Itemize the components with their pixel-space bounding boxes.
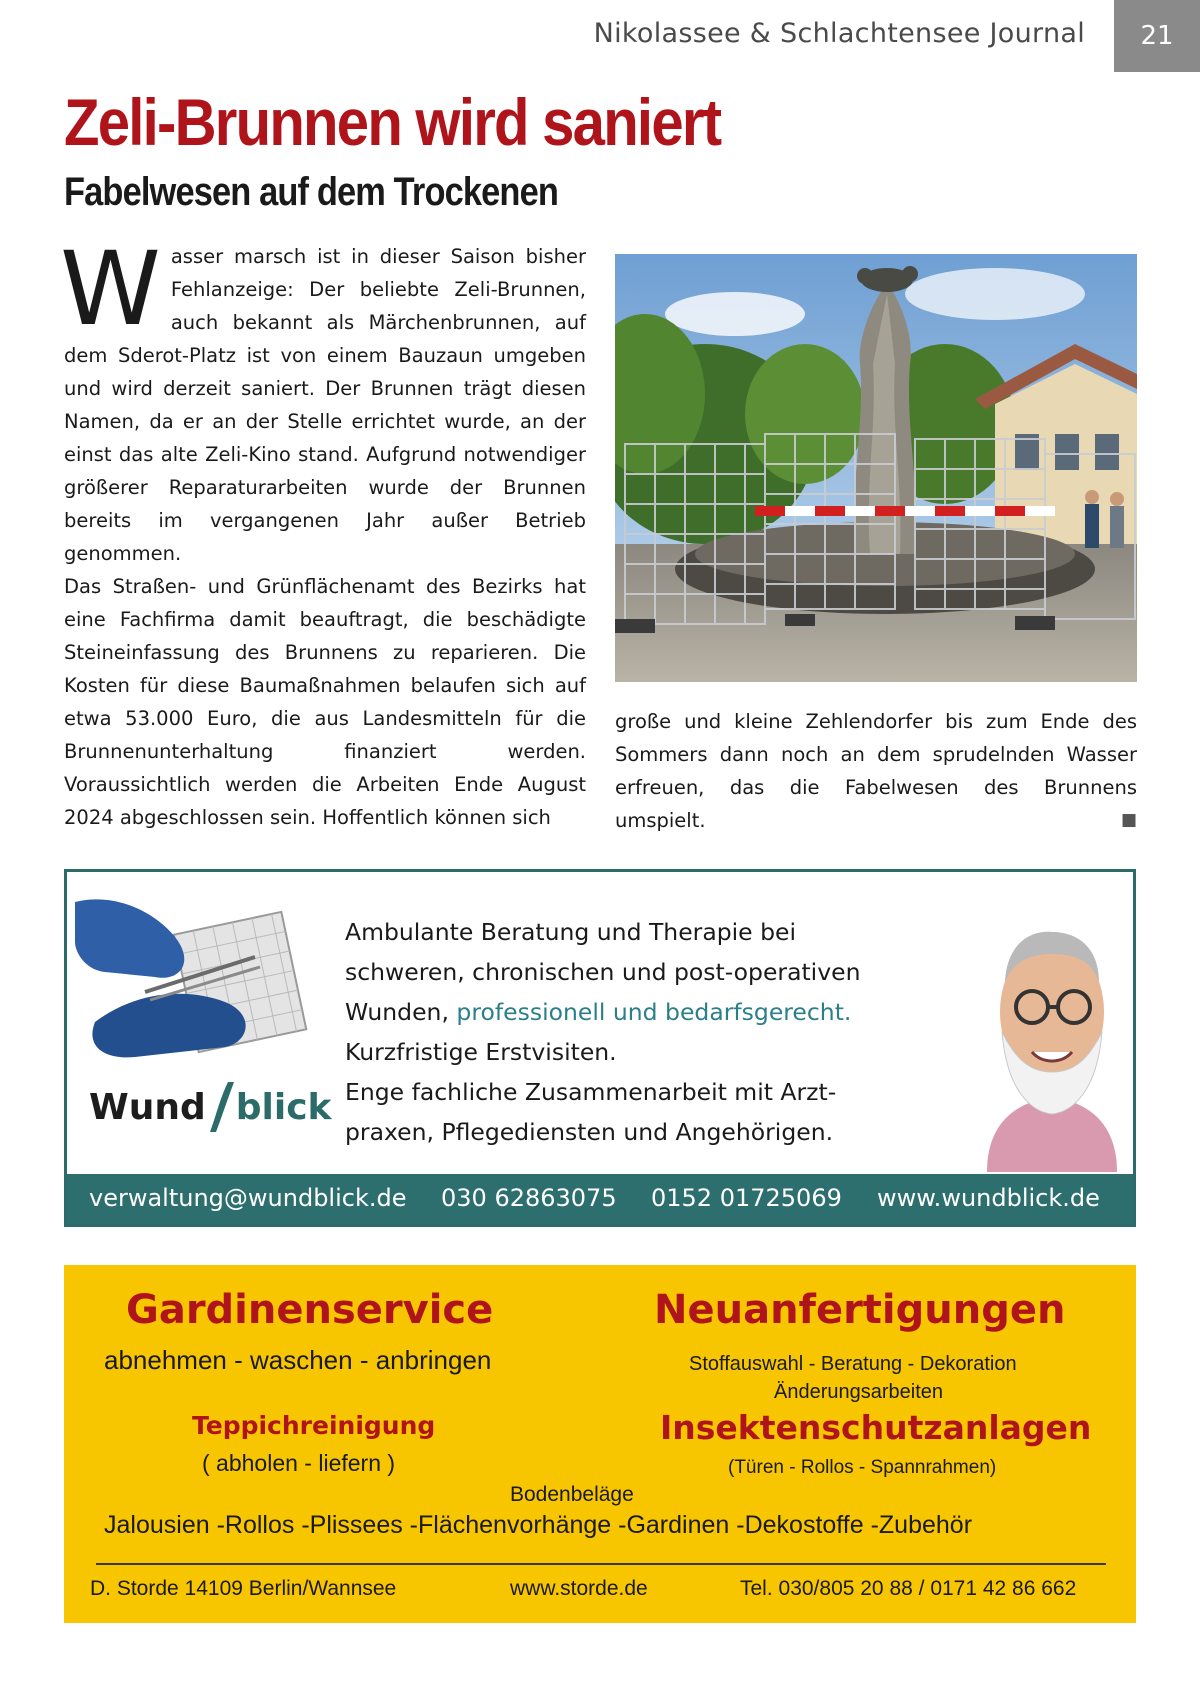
wund-line-2: schweren, chronischen und post-operativen (345, 958, 861, 986)
storde-divider (96, 1563, 1106, 1565)
article-paragraph-3 (615, 705, 1137, 837)
storde-telephone[interactable]: Tel. 030/805 20 88 / 0171 42 86 662 (740, 1577, 1077, 1600)
storde-teppichreinigung: Teppichreinigung (192, 1411, 436, 1440)
doctor-portrait-illustration (977, 892, 1127, 1172)
article-subheadline: Fabelwesen auf dem Trockenen (64, 170, 559, 214)
storde-neuanfertigungen: Neuanfertigungen (654, 1287, 1066, 1333)
storde-advertisement (64, 1265, 1136, 1623)
logo-wund: Wund (89, 1086, 206, 1128)
wund-email-link[interactable]: verwaltung@wundblick.de (89, 1184, 407, 1212)
article-column-right (615, 705, 1137, 837)
wund-line-5: Enge fachliche Zusammenarbeit mit Arzt- (345, 1078, 837, 1106)
wundblick-contact-bar (67, 1174, 1133, 1224)
storde-insektenschutz: Insektenschutzanlagen (660, 1408, 1092, 1447)
page-number: 21 (1114, 0, 1200, 72)
fountain-photo (615, 254, 1137, 682)
article-paragraph-2: Das Straßen- und Grünflächenamt des Bezirks hat eine Fachfirma damit beauftragt, die beschädigte Steineinfassung des Brunnens zu reparieren. Die Kosten für diese Baumaßnahmen belaufen sich auf etwa 53.000 Euro, die aus Landesmitteln für die Brunnenunterhaltung finanziert werden. Voraussichtlich werden die Arbeiten Ende August 2024 abgeschlossen sein. Hoffentlich können sich (64, 575, 586, 829)
fountain-illustration (615, 254, 1137, 682)
wundblick-advertisement (64, 869, 1136, 1227)
article-paragraph-1: asser marsch ist in dieser Saison bisher Fehlanzeige: Der beliebte Zeli-Brunnen, auch bekannt als Märchenbrunnen, auf dem Sderot-Platz ist von einem Bauzaun umgeben und wird derzeit saniert. Der Brunnen trägt diesen Namen, da er an der Stelle errichtet wurde, an der einst das alte Zeli-Kino stand. Aufgrund notwendiger größerer Reparaturarbeiten wurde der Brunnen bereits im vergangenen Jahr außer Betrieb genommen. (64, 245, 586, 565)
wund-line-6: praxen, Pflegediensten und Angehörigen. (345, 1118, 834, 1146)
storde-gardinenservice: Gardinenservice (126, 1287, 494, 1333)
storde-teppichreinigung-sub: ( abholen - liefern ) (202, 1450, 396, 1476)
wund-website-link[interactable]: www.wundblick.de (877, 1184, 1100, 1212)
wundblick-logo (89, 1082, 331, 1132)
wund-line-3 (345, 992, 905, 1032)
storde-gardinenservice-sub: abnehmen - waschen - anbringen (104, 1345, 492, 1375)
wund-line-3b: professionell und bedarfsgerecht. (456, 998, 852, 1026)
wund-line-4: Kurzfristige Erstvisiten. (345, 1038, 617, 1066)
wund-line-1: Ambulante Beratung und Therapie bei (345, 918, 796, 946)
journal-title: Nikolassee & Schlachtensee Journal (593, 18, 1085, 49)
storde-bodenbelaege: Bodenbeläge (510, 1483, 634, 1506)
article-headline: Zeli-Brunnen wird saniert (64, 85, 721, 159)
wund-phone-2[interactable]: 0152 01725069 (651, 1184, 842, 1212)
storde-neuanfertigungen-sub2: Änderungsarbeiten (774, 1381, 944, 1403)
article-paragraph-3-text: große und kleine Zehlendorfer bis zum Ende des Sommers dann noch an dem sprudelnden Wasser erfreuen, das die Fabelwesen des Brunnens umspielt. (615, 710, 1137, 832)
end-mark-icon: ■ (1120, 810, 1137, 830)
storde-address: D. Storde 14109 Berlin/Wannsee (90, 1577, 397, 1600)
logo-slash-icon (206, 1082, 236, 1132)
wund-line-3a: Wunden, (345, 998, 457, 1026)
logo-blick: blick (235, 1086, 332, 1128)
storde-products: Jalousien -Rollos -Plissees -Flächenvorhänge -Gardinen -Dekostoffe -Zubehör (104, 1511, 973, 1539)
storde-neuanfertigungen-sub1: Stoffauswahl - Beratung - Dekoration (689, 1353, 1017, 1375)
storde-website-link[interactable]: www.storde.de (510, 1577, 648, 1600)
wundblick-description (345, 912, 905, 1152)
dropcap: W (60, 230, 161, 349)
gloved-hands-illustration (75, 882, 335, 1072)
wund-phone-1[interactable]: 030 62863075 (441, 1184, 617, 1212)
storde-insektenschutz-sub: (Türen - Rollos - Spannrahmen) (728, 1457, 997, 1478)
article-column-left (60, 230, 586, 834)
